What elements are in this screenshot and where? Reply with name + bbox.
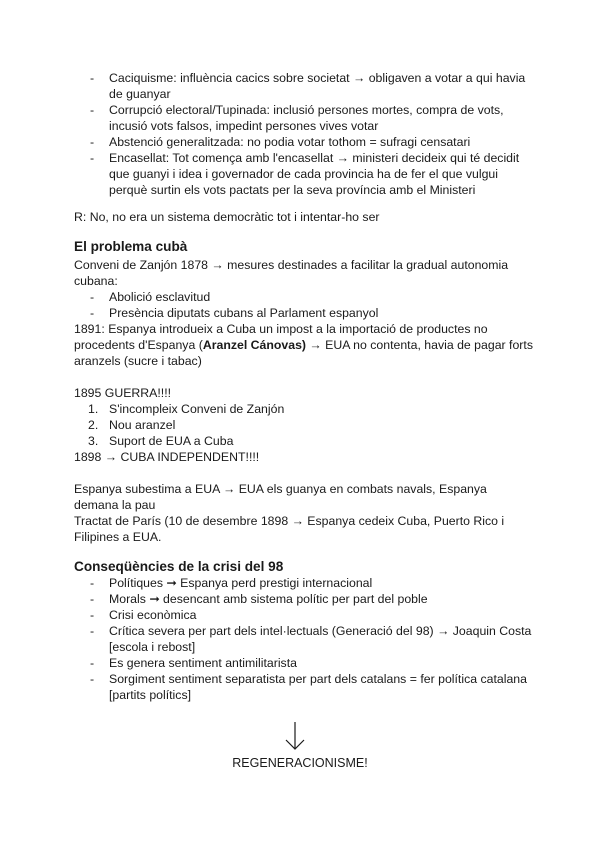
arrow-down-icon: [284, 721, 306, 751]
list-marker: -: [90, 608, 95, 622]
list-marker: -: [90, 592, 95, 606]
aranzel-canovas-bold: Aranzel Cánovas): [202, 338, 307, 352]
list-item-text: Morals ➞ desencant amb sistema polític per part del poble: [109, 592, 428, 606]
list-item: [74, 623, 534, 655]
paragraph-1891-start: 1891: Espanya introdueix a Cuba un impost a la importació de productes no procedents d'Espanya (: [74, 322, 488, 352]
list-item: [74, 102, 534, 134]
electoral-problems-list: [74, 70, 534, 198]
list-item-text: Corrupció electoral/Tupinada: inclusió persones mortes, compra de vots, incusió vots falsos, impedint persones vives votar: [109, 103, 504, 133]
list-item: [74, 70, 534, 102]
list-marker: -: [90, 135, 95, 149]
list-item-text: Suport de EUA a Cuba: [109, 434, 234, 448]
list-marker: -: [90, 290, 95, 304]
list-item-text: Presència diputats cubans al Parlament espanyol: [109, 306, 379, 320]
regeneracionisme-conclusion: REGENERACIONISME!: [232, 756, 368, 770]
list-item: [74, 289, 534, 305]
list-item: [74, 150, 534, 198]
list-marker: -: [90, 306, 95, 320]
list-item-text: Sorgiment sentiment separatista per part dels catalans = fer política catalana [partits polítics]: [109, 672, 527, 702]
list-item: [74, 655, 534, 671]
list-item: [74, 433, 534, 449]
paragraph-1891-end: → EUA no contenta, havia de pagar forts aranzels (sucre i tabac): [74, 338, 533, 368]
paragraph-paris-treaty: Tractat de París (10 de desembre 1898 → Espanya cedeix Cuba, Puerto Rico i Filipines a EUA.: [74, 514, 505, 544]
list-marker: 1.: [88, 402, 99, 416]
paragraph-eua: Espanya subestima a EUA → EUA els guanya en combats navals, Espanya demana la pau: [74, 482, 487, 512]
zanjon-intro: Conveni de Zanjón 1878 → mesures destinades a facilitar la gradual autonomia cubana:: [74, 258, 509, 288]
list-item-text: Crisi econòmica: [109, 608, 197, 622]
list-item: [74, 305, 534, 321]
list-item: [74, 417, 534, 433]
list-item: [74, 607, 534, 623]
list-marker: -: [90, 151, 95, 165]
list-marker: -: [90, 103, 95, 117]
list-marker: -: [90, 672, 95, 686]
section-heading-consequences: Conseqüències de la crisi del 98: [74, 559, 284, 574]
list-item-text: S'incompleix Conveni de Zanjón: [109, 402, 285, 416]
war-1895: 1895 GUERRA!!!!: [74, 386, 172, 400]
list-item-text: Caciquisme: influència cacics sobre societat → obligaven a votar a qui havia de guanyar: [109, 71, 526, 101]
consequences-list: [74, 575, 534, 703]
paragraph-1891: [74, 321, 534, 369]
list-marker: -: [90, 576, 95, 590]
section-heading-cuba: El problema cubà: [74, 239, 188, 254]
list-item: [74, 401, 534, 417]
cuba-independent: 1898 → CUBA INDEPENDENT!!!!: [74, 450, 260, 464]
list-item-text: Crítica severa per part dels intel·lectuals (Generació del 98) → Joaquin Costa [escola i rebost]: [109, 624, 532, 654]
list-item-text: Polítiques ➞ Espanya perd prestigi internacional: [109, 576, 373, 590]
war-causes-list: [74, 401, 534, 449]
list-item: [74, 134, 534, 150]
list-marker: -: [90, 624, 95, 638]
list-marker: 3.: [88, 434, 99, 448]
list-item-text: Abolició esclavitud: [109, 290, 211, 304]
list-item: [74, 575, 534, 591]
answer-paragraph: R: No, no era un sistema democràtic tot i intentar-ho ser: [74, 210, 380, 224]
list-item-text: Nou aranzel: [109, 418, 176, 432]
list-item-text: Encasellat: Tot comença amb l'encasellat → ministeri decideix qui té decidit que guanyi i idea i governador de cada provincia ha de fer el que vulgui perquè surtin els vots pactats per la seva província amb el Ministeri: [109, 151, 520, 197]
list-item: [74, 671, 534, 703]
list-marker: -: [90, 71, 95, 85]
list-item-text: Abstenció generalitzada: no podia votar tothom = sufragi censatari: [109, 135, 471, 149]
list-marker: -: [90, 656, 95, 670]
zanjon-measures-list: [74, 289, 534, 321]
list-marker: 2.: [88, 418, 99, 432]
list-item: [74, 591, 534, 607]
list-item-text: Es genera sentiment antimilitarista: [109, 656, 297, 670]
